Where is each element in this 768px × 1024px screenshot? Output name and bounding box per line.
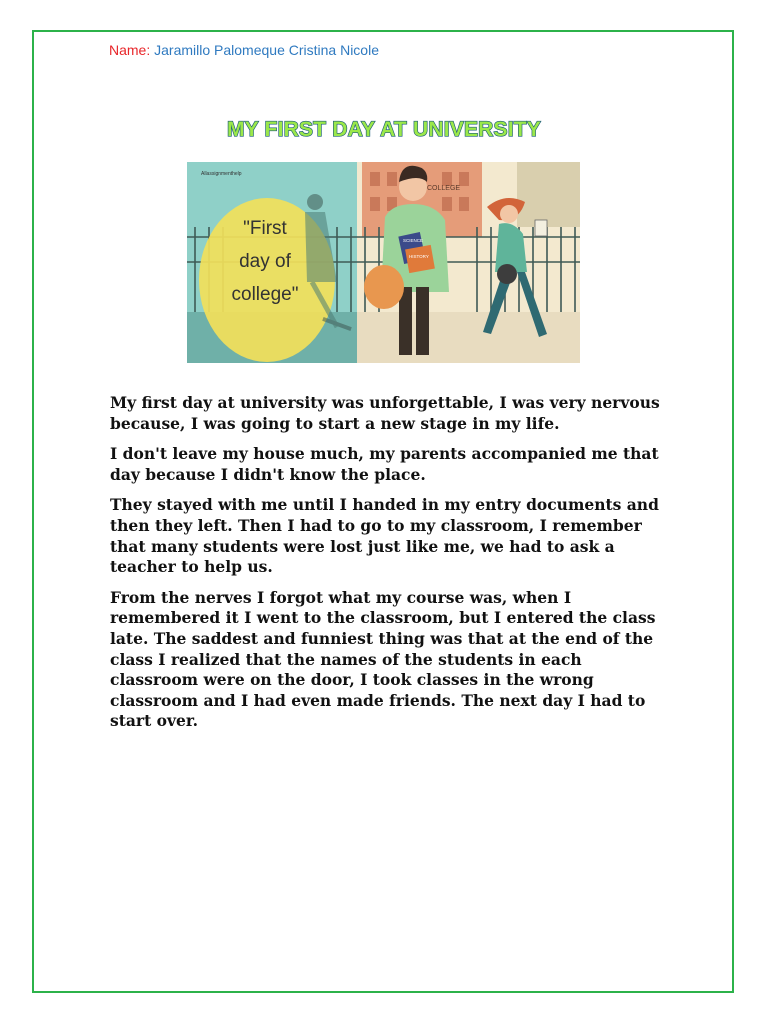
banner-illustration [187,162,580,363]
paragraph-3: They stayed with me until I handed in my entry documents and then they left. Then I had to go to my classroom, I remember that many students were lost just like me, we had to ask a teacher to help us. [110,495,659,577]
name-value: Jaramillo Palomeque Cristina Nicole [154,42,379,58]
title-text: MY FIRST DAY AT UNIVERSITY [226,118,542,141]
paragraph-2: I don't leave my house much, my parents accompanied me that day because I didn't know the place. [110,444,659,484]
quote-line-2: day of [239,251,291,272]
building-sign: COLLEGE [427,185,461,192]
name-label: Name: [109,42,151,58]
brand-logo: Allassignmenthelp [201,171,242,177]
student-name-line [109,42,379,58]
book-label-science: SCIENCE [403,238,424,243]
page-title [0,112,768,146]
paragraph-4: From the nerves I forgot what my course was, when I remembered it I went to the classroom, but I entered the class late. The saddest and funniest thing was that at the end of the class I realized that the names of the students in each classroom were on the door, I took classes in the wrong classroom and I had even made friends. The next day I had to start over. [110,587,656,731]
paragraph-1: My first day at university was unforgettable, I was very nervous because, I was going to start a new stage in my life. [110,393,660,433]
book-label-history: HISTORY [409,254,429,259]
essay-body [110,393,670,742]
quote-line-3: college" [231,284,299,305]
quote-line-1: "First [243,218,287,239]
